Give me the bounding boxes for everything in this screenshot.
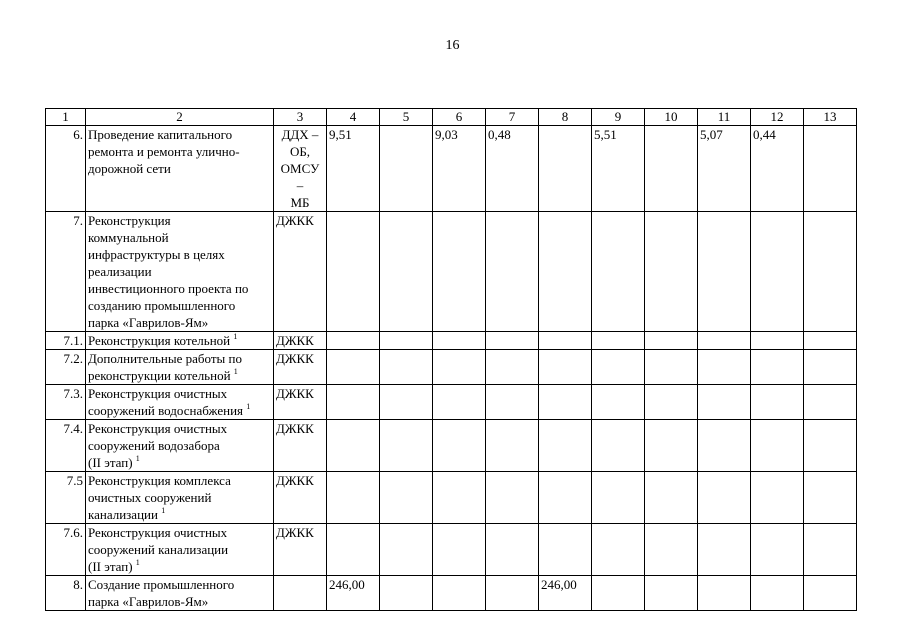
measure-name-line <box>88 143 271 160</box>
value-cell-c12 <box>751 420 804 472</box>
executor <box>274 524 327 576</box>
measure-name-line <box>88 212 271 229</box>
column-header: 9 <box>592 109 645 126</box>
measure-name-text: Дополнительные работы по <box>88 351 242 366</box>
value-cell-c11 <box>698 420 751 472</box>
value-cell-c9 <box>592 332 645 350</box>
value-cell-c13 <box>804 385 857 420</box>
measure-name-text: инвестиционного проекта по <box>88 281 249 296</box>
value-cell-c10 <box>645 472 698 524</box>
footnote-marker: 1 <box>135 454 140 463</box>
value-cell-c8 <box>539 212 592 332</box>
value-cell-c6 <box>433 350 486 385</box>
measure-name <box>86 350 274 385</box>
value-cell-c7 <box>486 350 539 385</box>
measure-name-text: Реконструкция <box>88 213 171 228</box>
value-cell-c5 <box>380 385 433 420</box>
column-header: 6 <box>433 109 486 126</box>
column-header: 4 <box>327 109 380 126</box>
measure-name-text: Реконструкция очистных <box>88 386 228 401</box>
row-number: 7.1. <box>46 332 86 350</box>
column-header: 10 <box>645 109 698 126</box>
executor <box>274 420 327 472</box>
measure-name-text: реализации <box>88 264 152 279</box>
row-number: 7.4. <box>46 420 86 472</box>
measure-name <box>86 385 274 420</box>
footnote-marker: 1 <box>135 558 140 567</box>
budget-table <box>45 108 857 611</box>
measure-name-text: Реконструкция комплекса <box>88 473 231 488</box>
measure-name-line <box>88 454 271 471</box>
value-cell-c7 <box>486 472 539 524</box>
executor-line: ДЖКК <box>276 525 314 540</box>
value-cell-c8: 246,00 <box>539 576 592 611</box>
executor <box>274 385 327 420</box>
measure-name-line <box>88 246 271 263</box>
value-cell-c9 <box>592 576 645 611</box>
value-cell-c4 <box>327 212 380 332</box>
measure-name-text: (II этап) <box>88 559 133 574</box>
table-row <box>46 126 857 212</box>
measure-name-line <box>88 402 271 419</box>
measure-name-line <box>88 558 271 575</box>
value-cell-c8 <box>539 332 592 350</box>
value-cell-c4 <box>327 332 380 350</box>
value-cell-c10 <box>645 420 698 472</box>
table-row <box>46 385 857 420</box>
footnote-marker: 1 <box>233 332 238 341</box>
value-cell-c12 <box>751 385 804 420</box>
measure-name-line <box>88 160 271 177</box>
value-cell-c6 <box>433 472 486 524</box>
column-header: 13 <box>804 109 857 126</box>
value-cell-c12 <box>751 576 804 611</box>
value-cell-c13 <box>804 212 857 332</box>
value-cell-c8 <box>539 126 592 212</box>
value-cell-c6 <box>433 212 486 332</box>
value-cell-c10 <box>645 524 698 576</box>
value-cell-c6 <box>433 385 486 420</box>
value-cell-c9 <box>592 420 645 472</box>
row-number: 6. <box>46 126 86 212</box>
value-cell-c5 <box>380 472 433 524</box>
value-cell-c11 <box>698 385 751 420</box>
column-number-row <box>46 109 857 126</box>
value-cell-c5 <box>380 524 433 576</box>
value-cell-c7 <box>486 212 539 332</box>
value-cell-c12 <box>751 332 804 350</box>
value-cell-c10 <box>645 332 698 350</box>
executor <box>274 332 327 350</box>
value-cell-c10 <box>645 212 698 332</box>
row-number: 7. <box>46 212 86 332</box>
executor-line: ДЖКК <box>276 473 314 488</box>
value-cell-c5 <box>380 420 433 472</box>
measure-name-text: Реконструкция очистных <box>88 525 228 540</box>
value-cell-c13 <box>804 576 857 611</box>
executor-line: ОМСУ – <box>280 161 320 193</box>
value-cell-c11: 5,07 <box>698 126 751 212</box>
value-cell-c11 <box>698 472 751 524</box>
executor <box>274 576 327 611</box>
footnote-marker: 1 <box>161 506 166 515</box>
value-cell-c9 <box>592 524 645 576</box>
measure-name-line <box>88 263 271 280</box>
measure-name-text: Проведение капитального <box>88 127 233 142</box>
page-number: 16 <box>445 38 460 53</box>
value-cell-c13 <box>804 350 857 385</box>
measure-name-text: коммунальной <box>88 230 169 245</box>
value-cell-c13 <box>804 524 857 576</box>
executor-line: ДЖКК <box>276 333 314 348</box>
value-cell-c11 <box>698 524 751 576</box>
value-cell-c13 <box>804 332 857 350</box>
measure-name-text: дорожной сети <box>88 161 171 176</box>
value-cell-c7 <box>486 385 539 420</box>
measure-name-line <box>88 437 271 454</box>
value-cell-c9 <box>592 212 645 332</box>
measure-name-line <box>88 314 271 331</box>
measure-name-text: очистных сооружений <box>88 490 212 505</box>
value-cell-c13 <box>804 420 857 472</box>
column-header: 2 <box>86 109 274 126</box>
value-cell-c8 <box>539 420 592 472</box>
measure-name <box>86 126 274 212</box>
table-row <box>46 332 857 350</box>
table-row <box>46 350 857 385</box>
measure-name-line <box>88 297 271 314</box>
executor <box>274 126 327 212</box>
value-cell-c6 <box>433 524 486 576</box>
executor <box>274 212 327 332</box>
measure-name-line <box>88 367 271 384</box>
value-cell-c4 <box>327 385 380 420</box>
column-header: 11 <box>698 109 751 126</box>
row-number: 7.6. <box>46 524 86 576</box>
value-cell-c10 <box>645 126 698 212</box>
value-cell-c4 <box>327 420 380 472</box>
value-cell-c10 <box>645 576 698 611</box>
measure-name-line <box>88 472 271 489</box>
value-cell-c7 <box>486 420 539 472</box>
measure-name-line <box>88 576 271 593</box>
measure-name-text: реконструкции котельной <box>88 368 231 383</box>
measure-name-line <box>88 350 271 367</box>
value-cell-c13 <box>804 472 857 524</box>
value-cell-c7 <box>486 332 539 350</box>
value-cell-c11 <box>698 576 751 611</box>
measure-name-text: сооружений водозабора <box>88 438 220 453</box>
value-cell-c10 <box>645 350 698 385</box>
value-cell-c7 <box>486 576 539 611</box>
column-header: 8 <box>539 109 592 126</box>
measure-name-line <box>88 420 271 437</box>
measure-name-text: парка «Гаврилов-Ям» <box>88 315 209 330</box>
executor-line: ОБ, <box>289 144 311 159</box>
measure-name <box>86 472 274 524</box>
executor-line: МБ <box>290 195 310 210</box>
measure-name-line <box>88 229 271 246</box>
value-cell-c4 <box>327 524 380 576</box>
value-cell-c5 <box>380 332 433 350</box>
row-number: 7.2. <box>46 350 86 385</box>
footnote-marker: 1 <box>233 367 238 376</box>
measure-name <box>86 524 274 576</box>
value-cell-c7 <box>486 524 539 576</box>
column-header: 5 <box>380 109 433 126</box>
measure-name <box>86 576 274 611</box>
value-cell-c4 <box>327 350 380 385</box>
value-cell-c4 <box>327 472 380 524</box>
value-cell-c5 <box>380 350 433 385</box>
value-cell-c8 <box>539 472 592 524</box>
measure-name-text: (II этап) <box>88 455 133 470</box>
measure-name-line <box>88 541 271 558</box>
measure-name-text: Реконструкция очистных <box>88 421 228 436</box>
value-cell-c13 <box>804 126 857 212</box>
value-cell-c11 <box>698 212 751 332</box>
column-header: 12 <box>751 109 804 126</box>
value-cell-c11 <box>698 350 751 385</box>
table-row <box>46 576 857 611</box>
measure-name-text: инфраструктуры в целях <box>88 247 225 262</box>
executor-line: ДЖКК <box>276 386 314 401</box>
table-row <box>46 420 857 472</box>
executor <box>274 472 327 524</box>
column-header: 7 <box>486 109 539 126</box>
measure-name-text: сооружений водоснабжения <box>88 403 244 418</box>
value-cell-c12 <box>751 472 804 524</box>
value-cell-c9 <box>592 385 645 420</box>
column-header: 1 <box>46 109 86 126</box>
row-number: 8. <box>46 576 86 611</box>
value-cell-c9 <box>592 472 645 524</box>
measure-name-text: Реконструкция котельной <box>88 333 231 348</box>
value-cell-c5 <box>380 212 433 332</box>
value-cell-c7: 0,48 <box>486 126 539 212</box>
measure-name-text: парка «Гаврилов-Ям» <box>88 594 209 609</box>
executor-line: ДЖКК <box>276 421 314 436</box>
value-cell-c9: 5,51 <box>592 126 645 212</box>
value-cell-c11 <box>698 332 751 350</box>
table-row <box>46 524 857 576</box>
column-header: 3 <box>274 109 327 126</box>
measure-name-line <box>88 332 271 349</box>
value-cell-c10 <box>645 385 698 420</box>
measure-name-line <box>88 489 271 506</box>
measure-name-line <box>88 593 271 610</box>
value-cell-c8 <box>539 524 592 576</box>
value-cell-c5 <box>380 576 433 611</box>
value-cell-c9 <box>592 350 645 385</box>
value-cell-c8 <box>539 350 592 385</box>
measure-name-text: Создание промышленного <box>88 577 235 592</box>
value-cell-c8 <box>539 385 592 420</box>
table-row <box>46 212 857 332</box>
value-cell-c12 <box>751 212 804 332</box>
measure-name <box>86 332 274 350</box>
value-cell-c6 <box>433 332 486 350</box>
measure-name-line <box>88 280 271 297</box>
measure-name-text: созданию промышленного <box>88 298 236 313</box>
table-row <box>46 472 857 524</box>
executor <box>274 350 327 385</box>
measure-name-line <box>88 126 271 143</box>
row-number: 7.5 <box>46 472 86 524</box>
measure-name-text: канализации <box>88 507 158 522</box>
value-cell-c6 <box>433 576 486 611</box>
value-cell-c5 <box>380 126 433 212</box>
executor-line: ДДХ – <box>281 127 319 142</box>
measure-name <box>86 212 274 332</box>
value-cell-c6 <box>433 420 486 472</box>
measure-name-text: ремонта и ремонта улично- <box>88 144 240 159</box>
value-cell-c4: 246,00 <box>327 576 380 611</box>
value-cell-c12 <box>751 350 804 385</box>
measure-name-line <box>88 385 271 402</box>
value-cell-c12 <box>751 524 804 576</box>
measure-name-line <box>88 524 271 541</box>
row-number: 7.3. <box>46 385 86 420</box>
executor-line: ДЖКК <box>276 213 314 228</box>
value-cell-c4: 9,51 <box>327 126 380 212</box>
executor-line: ДЖКК <box>276 351 314 366</box>
value-cell-c12: 0,44 <box>751 126 804 212</box>
footnote-marker: 1 <box>246 402 251 411</box>
measure-name-text: сооружений канализации <box>88 542 229 557</box>
value-cell-c6: 9,03 <box>433 126 486 212</box>
measure-name <box>86 420 274 472</box>
measure-name-line <box>88 506 271 523</box>
